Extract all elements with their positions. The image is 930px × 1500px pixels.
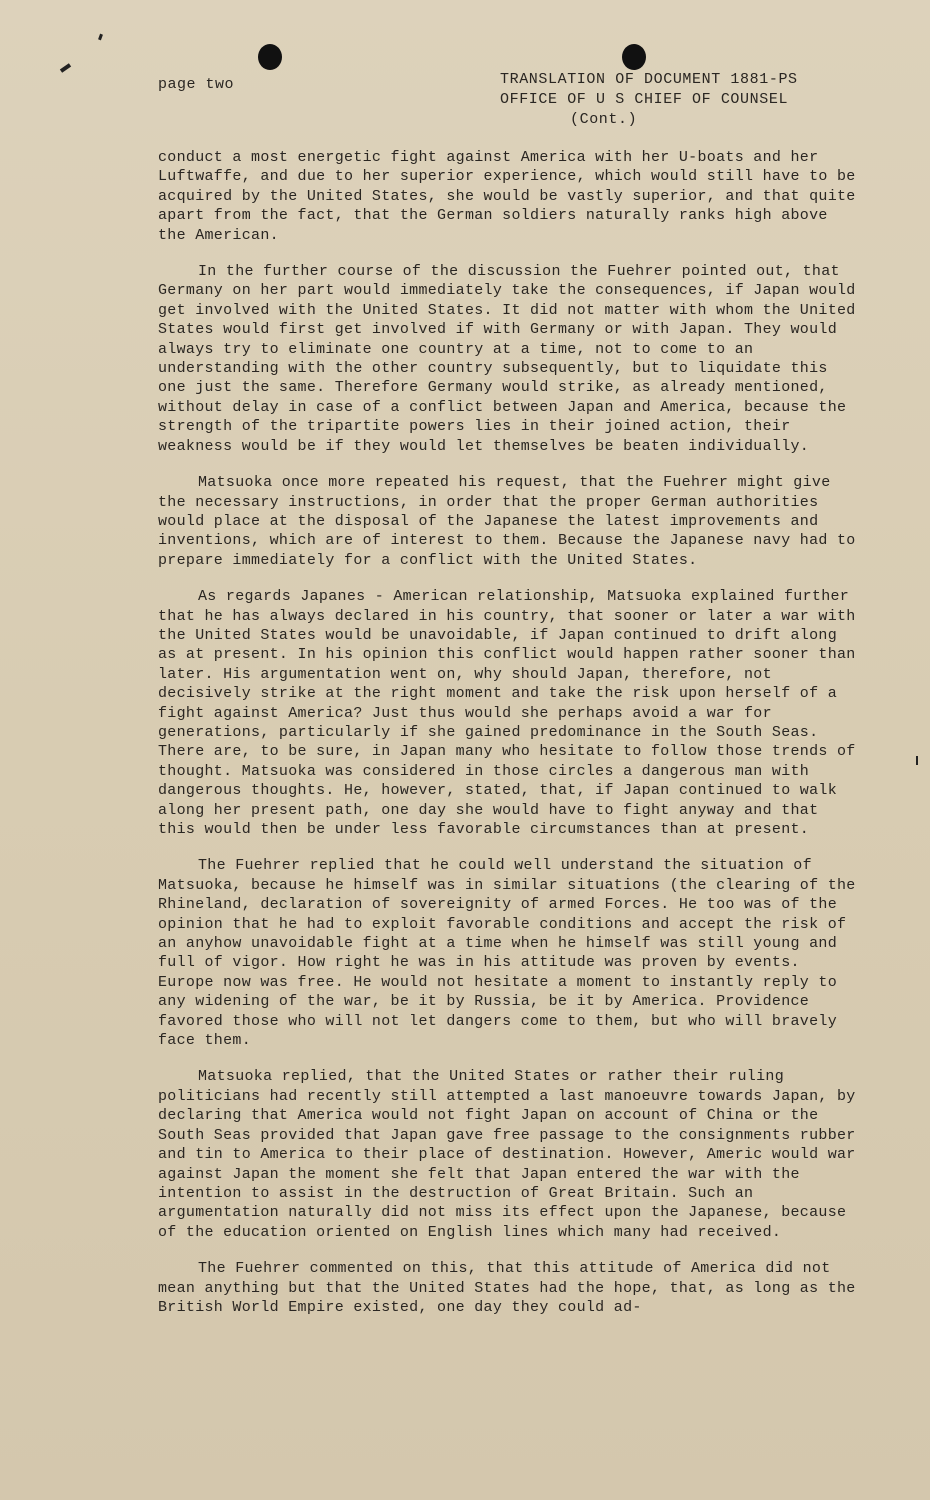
page-number-label: page two <box>158 76 235 93</box>
paragraph: The Fuehrer commented on this, that this attitude of America did not mean anything but that the United States had the hope, that, as long as the British World Empire existed, one day they could ad- <box>158 1260 856 1316</box>
ink-mark <box>98 34 103 41</box>
paragraph: Matsuoka once more repeated his request, that the Fuehrer might give the necessary instructions, in order that the proper German authorities would place at the disposal of the Japanese the latest improvements and inventions, which are of interest to them. Because the Japanese navy had to prepare immediately for a conflict with the United States. <box>158 474 856 569</box>
paragraph: conduct a most energetic fight against America with her U-boats and her Luftwaffe, and due to her superior experience, which would still have to be acquired by the United States, she would be vastly superior, and that quite apart from the fact, that the German soldiers naturally ranks high above the American. <box>158 149 856 244</box>
document-header <box>500 70 830 130</box>
ink-mark <box>60 63 71 73</box>
header-cont: (Cont.) <box>570 111 638 128</box>
punch-hole-left <box>258 44 282 70</box>
punch-hole-right <box>622 44 646 70</box>
header-title: TRANSLATION OF DOCUMENT 1881-PS <box>500 71 798 88</box>
ink-mark <box>916 756 918 765</box>
paragraph: Matsuoka replied, that the United States or rather their ruling politicians had recently still attempted a last manoeuvre towards Japan, by declaring that America would not fight Japan on account of China or the South Seas provided that Japan gave free passage to the consignments rubber and tin to America to their place of destination. However, Americ would war against Japan the moment she felt that Japan entered the war with the intention to assist in the destruction of Great Britain. Such an argumentation naturally did not miss its effect upon the Japanese, because of the education oriented on English lines which many had received. <box>158 1068 856 1241</box>
header-office: OFFICE OF U S CHIEF OF COUNSEL <box>500 91 789 108</box>
document-body <box>158 148 858 1334</box>
paragraph: As regards Japanes - American relationship, Matsuoka explained further that he has always declared in his country, that sooner or later a war with the United States would be unavoidable, if Japan continued to drift along as at present. In his opinion this conflict would happen rather sooner than later. His argumentation went on, why should Japan, therefore, not decisively strike at the right moment and take the risk upon herself of a fight against America? Just thus would she perhaps avoid a war for generations, particularly if she gained predominance in the South Seas. There are, to be sure, in Japan many who hesitate to follow those trends of thought. Matsuoka was considered in those circles a dangerous man with dangerous thoughts. He, however, stated, that, if Japan continued to walk along her present path, one day she would have to fight anyway and that this would then be under less favorable circumstances than at present. <box>158 588 856 838</box>
paragraph: In the further course of the discussion the Fuehrer pointed out, that Germany on her part would immediately take the consequences, if Japan would get involved with the United States. It did not matter with whom the United States would first get involved if with Germany or with Japan. They would always try to eliminate one country at a time, not to come to an understanding with the other country subsequently, but to liquidate this one just the same. Therefore Germany would strike, as already mentioned, without delay in case of a conflict between Japan and America, because the strength of the tripartite powers lies in their joined action, their weakness would be if they would let themselves be beaten individually. <box>158 263 856 455</box>
paragraph: The Fuehrer replied that he could well understand the situation of Matsuoka, because he himself was in similar situations (the clearing of the Rhineland, declaration of sovereignity of armed Forces. He too was of the opinion that he had to exploit favorable conditions and accept the risk of an anyhow unavoidable fight at a time when he himself was still young and full of vigor. How right he was in his attitude was proven by events. Europe now was free. He would not hesitate a moment to instantly reply to any widening of the war, be it by Russia, be it by America. Providence favored those who will not let dangers come to them, but who will bravely face them. <box>158 857 856 1050</box>
